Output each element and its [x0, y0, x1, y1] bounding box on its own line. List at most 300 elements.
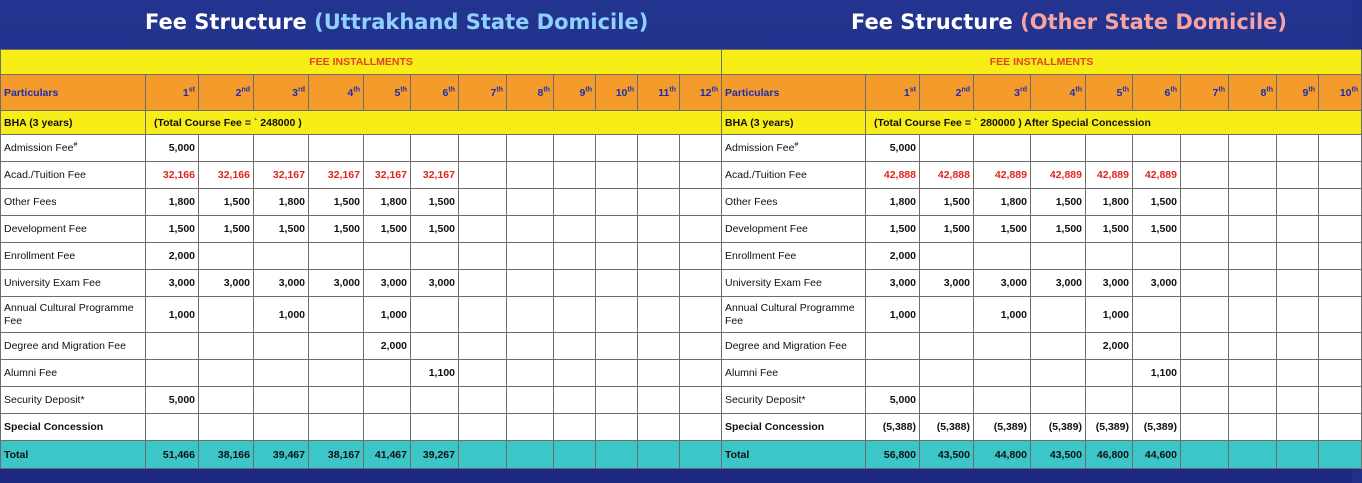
fee-amount: 1,500: [199, 216, 254, 243]
fee-amount: [254, 360, 309, 387]
installment-column-header: [1086, 75, 1133, 111]
fee-amount: [1319, 270, 1362, 297]
fee-amount: [1277, 189, 1319, 216]
fee-amount: [554, 360, 596, 387]
fee-amount: 5,000: [146, 135, 199, 162]
fee-row: [722, 243, 1362, 270]
fee-row: [722, 135, 1362, 162]
total-amount: 38,166: [199, 441, 254, 469]
fee-label-cell: [1, 297, 146, 333]
fee-amount: 3,000: [1031, 270, 1086, 297]
fee-amount: [1181, 414, 1229, 441]
fee-amount: [1319, 216, 1362, 243]
title-main: Fee Structure: [145, 10, 307, 34]
fee-amount: [554, 243, 596, 270]
fee-amount: 1,000: [1086, 297, 1133, 333]
fee-amount: [1229, 414, 1277, 441]
fee-amount: 1,500: [920, 216, 974, 243]
fee-amount: [1229, 135, 1277, 162]
fee-amount: [554, 135, 596, 162]
column-header-row: [1, 75, 722, 111]
fee-amount: [1181, 216, 1229, 243]
fee-row: [1, 243, 722, 270]
particulars-header: Particulars: [1, 75, 146, 111]
fee-label: University Exam Fee: [4, 276, 101, 289]
fee-amount: 1,000: [364, 297, 411, 333]
fee-amount: [1319, 360, 1362, 387]
fee-amount: [146, 414, 199, 441]
fee-amount: [459, 360, 507, 387]
total-amount: 39,267: [411, 441, 459, 469]
total-amount: [554, 441, 596, 469]
installment-column-header: [459, 75, 507, 111]
fee-amount: [254, 387, 309, 414]
fee-amount: (5,389): [1086, 414, 1133, 441]
fee-amount: [1277, 360, 1319, 387]
fee-label: University Exam Fee: [725, 276, 822, 289]
fee-label: Acad./Tuition Fee: [725, 168, 807, 181]
fee-label-cell: [1, 135, 146, 162]
total-amount: 56,800: [866, 441, 920, 469]
fee-amount: [364, 360, 411, 387]
fee-label: Development Fee: [725, 222, 808, 235]
fee-amount: [199, 297, 254, 333]
fee-amount: 3,000: [1133, 270, 1181, 297]
fee-label-cell: [1, 162, 146, 189]
fee-label: Security Deposit*: [4, 393, 85, 406]
total-amount: [596, 441, 638, 469]
installment-suffix: th: [711, 86, 719, 93]
fee-amount: [146, 360, 199, 387]
fee-amount: [866, 360, 920, 387]
fee-amount: 1,500: [1031, 189, 1086, 216]
installment-suffix: th: [585, 86, 592, 93]
fee-label: Admission Fee: [4, 141, 74, 154]
installment-column-header: [554, 75, 596, 111]
fee-amount: [680, 297, 722, 333]
fee-row: [722, 297, 1362, 333]
installment-number: 9: [579, 86, 586, 99]
installment-number: 4: [347, 86, 354, 99]
fee-label-mark: #: [73, 141, 78, 148]
fee-amount: 32,167: [309, 162, 364, 189]
fee-row: [722, 189, 1362, 216]
fee-amount: [459, 270, 507, 297]
fee-label-cell: [722, 243, 866, 270]
fee-amount: [507, 162, 554, 189]
fee-amount: [507, 270, 554, 297]
installments-header: FEE INSTALLMENTS: [722, 50, 1362, 75]
fee-amount: [554, 270, 596, 297]
installment-suffix: th: [627, 86, 634, 93]
fee-label: Enrollment Fee: [4, 249, 76, 262]
fee-amount: [680, 270, 722, 297]
fee-amount: [554, 297, 596, 333]
fee-amount: 42,889: [974, 162, 1031, 189]
fee-amount: 1,500: [1133, 216, 1181, 243]
installment-number: 7: [1212, 86, 1219, 99]
total-amount: [1277, 441, 1319, 469]
fee-amount: [920, 360, 974, 387]
installment-suffix: th: [496, 86, 503, 93]
fee-amount: [554, 216, 596, 243]
fee-amount: [1277, 216, 1319, 243]
fee-row: [1, 270, 722, 297]
fee-amount: [920, 297, 974, 333]
fee-row: [1, 360, 722, 387]
installment-suffix: th: [1308, 86, 1315, 93]
fee-amount: [411, 297, 459, 333]
fee-amount: [1277, 162, 1319, 189]
fee-amount: [920, 333, 974, 360]
fee-amount: 42,889: [1133, 162, 1181, 189]
installment-suffix: rd: [298, 86, 305, 93]
column-header-row: [722, 75, 1362, 111]
fee-amount: [1031, 333, 1086, 360]
installments-row: [1, 50, 722, 75]
fee-amount: [1277, 387, 1319, 414]
fee-amount: [309, 243, 364, 270]
fee-amount: 2,000: [1086, 333, 1133, 360]
fee-amount: [554, 333, 596, 360]
fee-amount: 1,000: [254, 297, 309, 333]
fee-amount: [199, 387, 254, 414]
fee-label: Alumni Fee: [4, 366, 58, 379]
fee-amount: [364, 414, 411, 441]
fee-amount: [364, 135, 411, 162]
fee-amount: [1277, 243, 1319, 270]
fee-amount: [1229, 216, 1277, 243]
installment-suffix: st: [909, 86, 916, 93]
fee-amount: [254, 333, 309, 360]
fee-amount: [459, 216, 507, 243]
fee-amount: [1229, 162, 1277, 189]
fee-amount: [596, 135, 638, 162]
fee-amount: [596, 360, 638, 387]
installment-suffix: rd: [1020, 86, 1027, 93]
fee-amount: 3,000: [974, 270, 1031, 297]
fee-label-cell: [722, 270, 866, 297]
fee-amount: 3,000: [1086, 270, 1133, 297]
total-amount: 46,800: [1086, 441, 1133, 469]
fee-label: Special Concession: [4, 420, 104, 433]
fee-amount: 32,167: [254, 162, 309, 189]
fee-amount: [1181, 270, 1229, 297]
fee-amount: 1,500: [1133, 189, 1181, 216]
fee-amount: [1229, 297, 1277, 333]
installment-suffix: nd: [961, 86, 970, 93]
installment-column-header: [1229, 75, 1277, 111]
fee-table-other-state: [721, 49, 1362, 469]
fee-amount: 42,889: [1086, 162, 1133, 189]
fee-amount: (5,388): [866, 414, 920, 441]
fee-amount: [1133, 135, 1181, 162]
total-amount: 44,600: [1133, 441, 1181, 469]
fee-amount: 1,500: [920, 189, 974, 216]
fee-amount: [680, 333, 722, 360]
fee-amount: [364, 243, 411, 270]
fee-row: [722, 414, 1362, 441]
fee-amount: 1,500: [411, 189, 459, 216]
installment-suffix: th: [543, 86, 550, 93]
total-label: Total: [722, 441, 866, 469]
installment-number: 7: [490, 86, 497, 99]
fee-label: Security Deposit*: [725, 393, 806, 406]
installment-column-header: [1031, 75, 1086, 111]
installment-number: 3: [1014, 86, 1020, 99]
fee-amount: [554, 387, 596, 414]
fee-amount: 42,888: [866, 162, 920, 189]
installment-number: 5: [1116, 86, 1123, 99]
course-name: BHA (3 years): [722, 111, 866, 135]
fee-amount: [411, 414, 459, 441]
fee-amount: [309, 360, 364, 387]
title-other-state: [851, 6, 1287, 38]
fee-amount: [309, 297, 364, 333]
fee-amount: [1086, 243, 1133, 270]
fee-amount: 1,500: [146, 216, 199, 243]
fee-amount: 1,500: [309, 189, 364, 216]
fee-amount: [309, 387, 364, 414]
fee-row: [1, 297, 722, 333]
fee-amount: [459, 297, 507, 333]
fee-amount: [1277, 297, 1319, 333]
total-amount: [1229, 441, 1277, 469]
installment-suffix: th: [400, 86, 407, 93]
total-amount: 38,167: [309, 441, 364, 469]
installment-suffix: th: [448, 86, 455, 93]
course-total-fee: (Total Course Fee = ` 280000 ) After Special Concession: [866, 111, 1362, 135]
installment-number: 2: [235, 86, 242, 99]
installment-suffix: th: [1170, 86, 1177, 93]
fee-amount: 1,500: [866, 216, 920, 243]
fee-amount: 3,000: [146, 270, 199, 297]
fee-amount: [1229, 243, 1277, 270]
fee-amount: [638, 135, 680, 162]
fee-label-cell: [1, 333, 146, 360]
fee-amount: [1181, 135, 1229, 162]
fee-amount: [507, 216, 554, 243]
installment-column-header: [638, 75, 680, 111]
fee-row: [722, 162, 1362, 189]
fee-amount: [974, 333, 1031, 360]
fee-amount: [638, 243, 680, 270]
fee-amount: [411, 333, 459, 360]
total-amount: [638, 441, 680, 469]
fee-row: [1, 189, 722, 216]
fee-amount: 3,000: [866, 270, 920, 297]
fee-amount: 1,800: [364, 189, 411, 216]
fee-amount: 3,000: [920, 270, 974, 297]
fee-amount: [680, 414, 722, 441]
fee-amount: [974, 387, 1031, 414]
fee-amount: 1,500: [199, 189, 254, 216]
fee-amount: [1031, 360, 1086, 387]
fee-amount: 1,500: [309, 216, 364, 243]
fee-amount: 32,167: [411, 162, 459, 189]
fee-amount: [1133, 297, 1181, 333]
fee-amount: [680, 216, 722, 243]
fee-amount: [638, 414, 680, 441]
fee-amount: [507, 135, 554, 162]
fee-amount: [638, 297, 680, 333]
course-row: [1, 111, 722, 135]
fee-amount: [974, 243, 1031, 270]
fee-amount: [1229, 270, 1277, 297]
installment-number: 8: [537, 86, 544, 99]
fee-label: Admission Fee: [725, 141, 795, 154]
fee-amount: 1,500: [364, 216, 411, 243]
fee-amount: 42,889: [1031, 162, 1086, 189]
fee-row: [1, 387, 722, 414]
fee-label-mark: #: [794, 141, 799, 148]
fee-row: [722, 216, 1362, 243]
fee-amount: [199, 135, 254, 162]
installment-column-header: [1277, 75, 1319, 111]
fee-amount: [459, 135, 507, 162]
total-label: Total: [1, 441, 146, 469]
installment-suffix: th: [1266, 86, 1273, 93]
total-amount: [459, 441, 507, 469]
installment-number: 12: [699, 86, 712, 99]
particulars-header: Particulars: [722, 75, 866, 111]
title-main: Fee Structure: [851, 10, 1013, 34]
fee-amount: 5,000: [866, 135, 920, 162]
installment-suffix: th: [1351, 86, 1359, 93]
fee-amount: [638, 333, 680, 360]
fee-label-cell: [1, 189, 146, 216]
fee-amount: [1319, 387, 1362, 414]
fee-amount: 3,000: [411, 270, 459, 297]
installment-column-header: [309, 75, 364, 111]
fee-amount: [596, 243, 638, 270]
fee-amount: [680, 387, 722, 414]
fee-amount: [1181, 387, 1229, 414]
course-row: [722, 111, 1362, 135]
fee-amount: [1277, 270, 1319, 297]
fee-amount: [507, 189, 554, 216]
fee-amount: 3,000: [254, 270, 309, 297]
installment-column-header: [411, 75, 459, 111]
fee-amount: (5,389): [1031, 414, 1086, 441]
installment-suffix: th: [1122, 86, 1129, 93]
fee-amount: [920, 243, 974, 270]
total-amount: [680, 441, 722, 469]
fee-amount: [920, 135, 974, 162]
fee-amount: [507, 297, 554, 333]
fee-amount: [680, 135, 722, 162]
fee-amount: [680, 162, 722, 189]
fee-amount: [1133, 387, 1181, 414]
fee-amount: [1319, 135, 1362, 162]
fee-amount: [638, 189, 680, 216]
installments-row: [722, 50, 1362, 75]
installment-number: 6: [1164, 86, 1171, 99]
fee-amount: [199, 360, 254, 387]
fee-amount: 2,000: [146, 243, 199, 270]
fee-amount: [459, 162, 507, 189]
fee-amount: [596, 414, 638, 441]
fee-row: [1, 414, 722, 441]
fee-label-cell: [722, 162, 866, 189]
fee-amount: [1181, 333, 1229, 360]
fee-label-cell: [722, 189, 866, 216]
fee-amount: [596, 333, 638, 360]
installment-number: 10: [1339, 86, 1352, 99]
fee-amount: [1086, 387, 1133, 414]
fee-amount: [411, 135, 459, 162]
fee-amount: [1319, 162, 1362, 189]
fee-row: [722, 360, 1362, 387]
installment-column-header: [596, 75, 638, 111]
total-amount: 41,467: [364, 441, 411, 469]
fee-amount: [309, 414, 364, 441]
total-row: [722, 441, 1362, 469]
installment-number: 1: [182, 86, 189, 99]
installment-suffix: th: [669, 86, 676, 93]
fee-amount: [638, 387, 680, 414]
fee-amount: [309, 135, 364, 162]
fee-amount: [146, 333, 199, 360]
fee-amount: [1133, 243, 1181, 270]
total-amount: 39,467: [254, 441, 309, 469]
installment-number: 8: [1260, 86, 1267, 99]
fee-amount: [554, 414, 596, 441]
fee-amount: [199, 333, 254, 360]
installments-header: FEE INSTALLMENTS: [1, 50, 722, 75]
fee-amount: [638, 270, 680, 297]
fee-amount: [1319, 189, 1362, 216]
fee-amount: [1229, 189, 1277, 216]
installment-number: 11: [658, 86, 670, 99]
fee-label-cell: [722, 414, 866, 441]
installment-number: 6: [442, 86, 449, 99]
fee-amount: [507, 414, 554, 441]
fee-amount: 1,100: [1133, 360, 1181, 387]
fee-amount: 42,888: [920, 162, 974, 189]
fee-amount: [1181, 297, 1229, 333]
fee-amount: [459, 243, 507, 270]
installment-number: 5: [394, 86, 401, 99]
fee-row: [1, 333, 722, 360]
total-amount: 43,500: [920, 441, 974, 469]
fee-amount: 1,800: [974, 189, 1031, 216]
fee-amount: 3,000: [199, 270, 254, 297]
fee-label: Annual Cultural Programme Fee: [725, 301, 855, 327]
fee-amount: 1,800: [1086, 189, 1133, 216]
installment-column-header: [254, 75, 309, 111]
fee-amount: [1277, 333, 1319, 360]
fee-amount: [1181, 243, 1229, 270]
installment-suffix: nd: [241, 86, 250, 93]
fee-amount: [680, 243, 722, 270]
installment-number: 1: [903, 86, 910, 99]
fee-amount: [1086, 135, 1133, 162]
total-amount: [1181, 441, 1229, 469]
fee-amount: [254, 243, 309, 270]
total-amount: 51,466: [146, 441, 199, 469]
fee-amount: [1319, 297, 1362, 333]
fee-amount: [596, 162, 638, 189]
total-amount: [1319, 441, 1362, 469]
fee-amount: [1229, 360, 1277, 387]
installment-number: 4: [1069, 86, 1076, 99]
fee-amount: 1,500: [1031, 216, 1086, 243]
installment-suffix: th: [1218, 86, 1225, 93]
fee-table-uttrakhand: [0, 49, 722, 469]
fee-amount: [1181, 162, 1229, 189]
fee-row: [722, 387, 1362, 414]
